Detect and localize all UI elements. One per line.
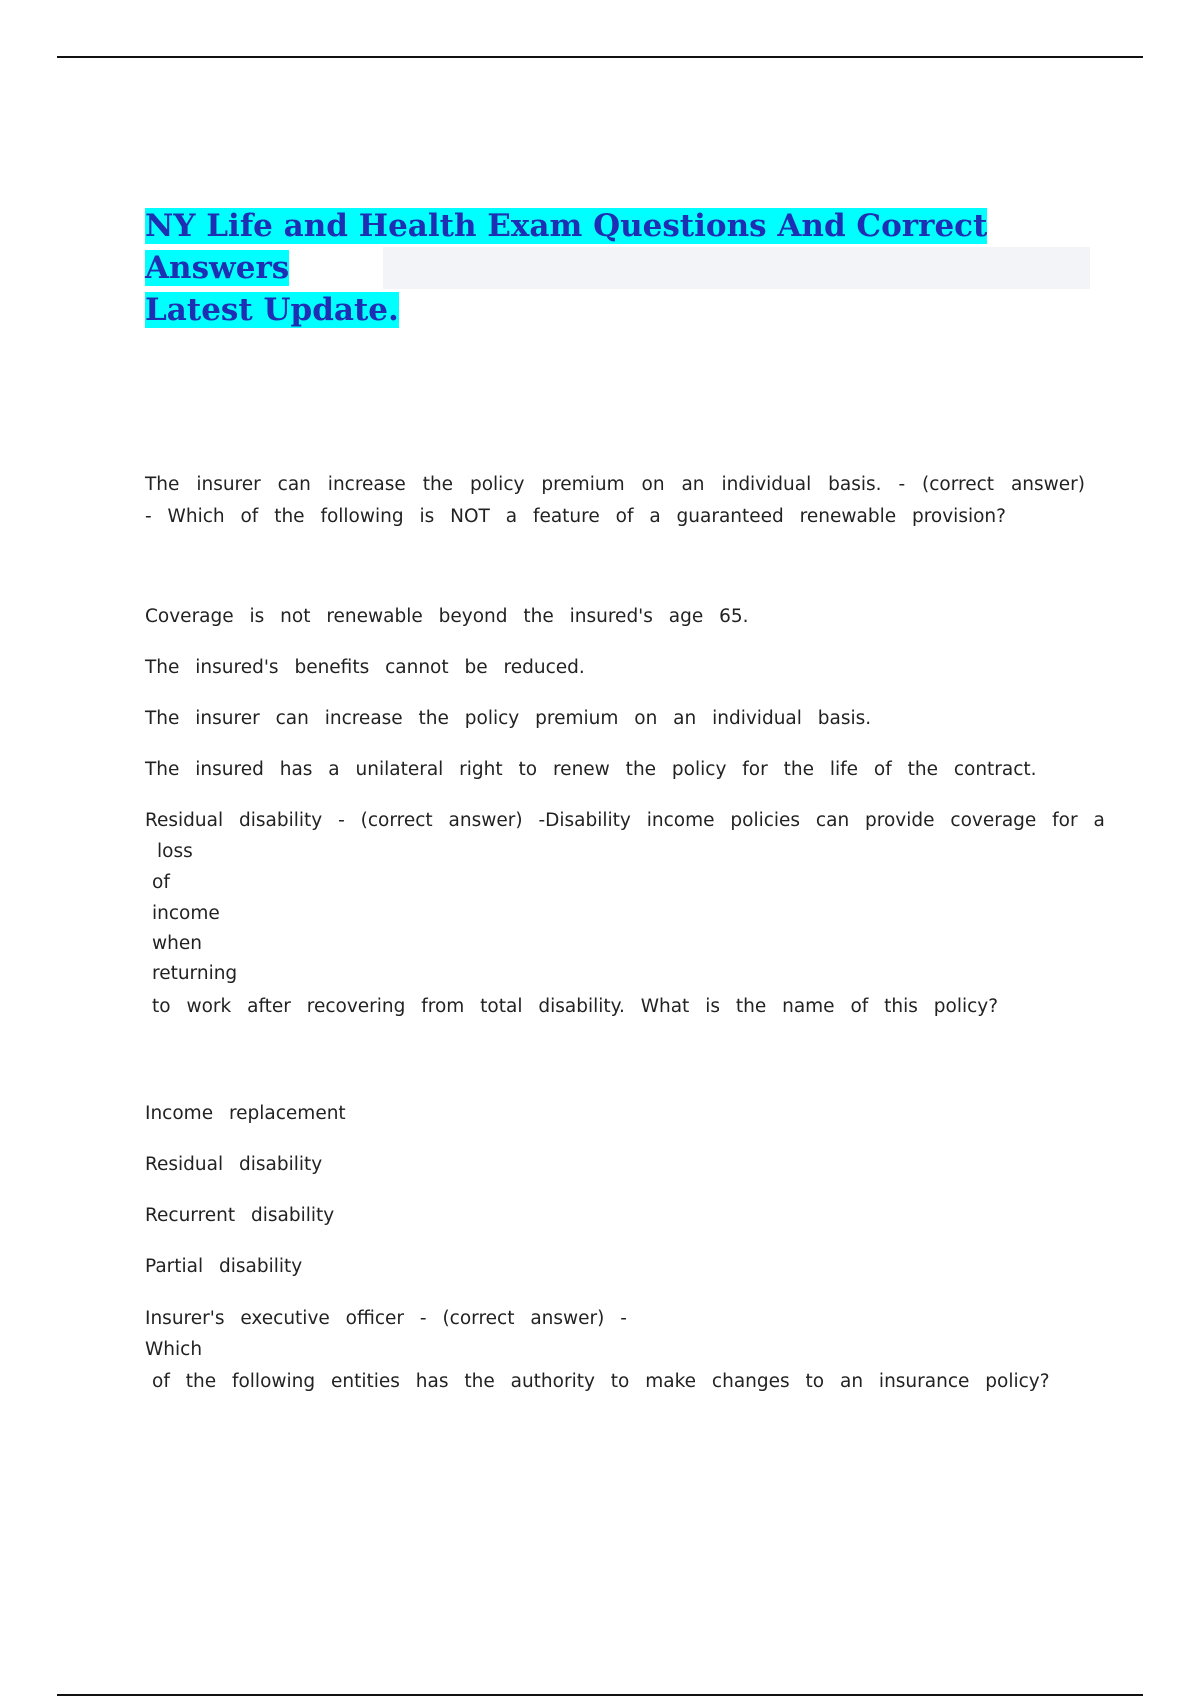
question-1-prompt: The insurer can increase the policy premium on an individual basis. - (correct answer) - Which of the following is NOT a feature of a guaranteed renewable provision?	[145, 474, 1085, 527]
q2-word-income: income	[152, 903, 220, 924]
q3-prompt-line-2: Which	[145, 1339, 203, 1360]
q2-word-when: when	[152, 933, 202, 954]
q1-option-1: Coverage is not renewable beyond the insured's age 65.	[145, 606, 749, 627]
q2-prompt-last-line: to work after recovering from total disability. What is the name of this policy?	[152, 996, 999, 1017]
q2-option-2: Residual disability	[145, 1154, 323, 1175]
title-line-2: Latest Update.	[145, 292, 399, 328]
q2-word-of: of	[152, 872, 170, 893]
page-title	[145, 205, 1090, 331]
q1-option-2: The insured's benefits cannot be reduced.	[145, 657, 585, 678]
header-rule	[57, 56, 1143, 58]
title-line-1: NY Life and Health Exam Questions And Correct Answers	[145, 208, 988, 286]
q2-option-4: Partial disability	[145, 1256, 303, 1277]
q2-option-1: Income replacement	[145, 1103, 346, 1124]
document-title	[145, 205, 1090, 331]
q3-prompt-line-1: Insurer's executive officer - (correct answer) -	[145, 1308, 627, 1329]
q2-word-returning: returning	[152, 963, 238, 984]
footer-rule	[57, 1694, 1143, 1696]
q3-prompt-line-3: of the following entities has the authority to make changes to an insurance policy?	[152, 1371, 1050, 1392]
q2-prompt-line-1: Residual disability - (correct answer) -Disability income policies can provide coverage for a	[145, 810, 1105, 831]
q2-word-loss: loss	[157, 841, 193, 862]
q1-option-4: The insured has a unilateral right to renew the policy for the life of the contract.	[145, 759, 1037, 780]
q1-option-3: The insurer can increase the policy premium on an individual basis.	[145, 708, 872, 729]
q2-option-3: Recurrent disability	[145, 1205, 335, 1226]
